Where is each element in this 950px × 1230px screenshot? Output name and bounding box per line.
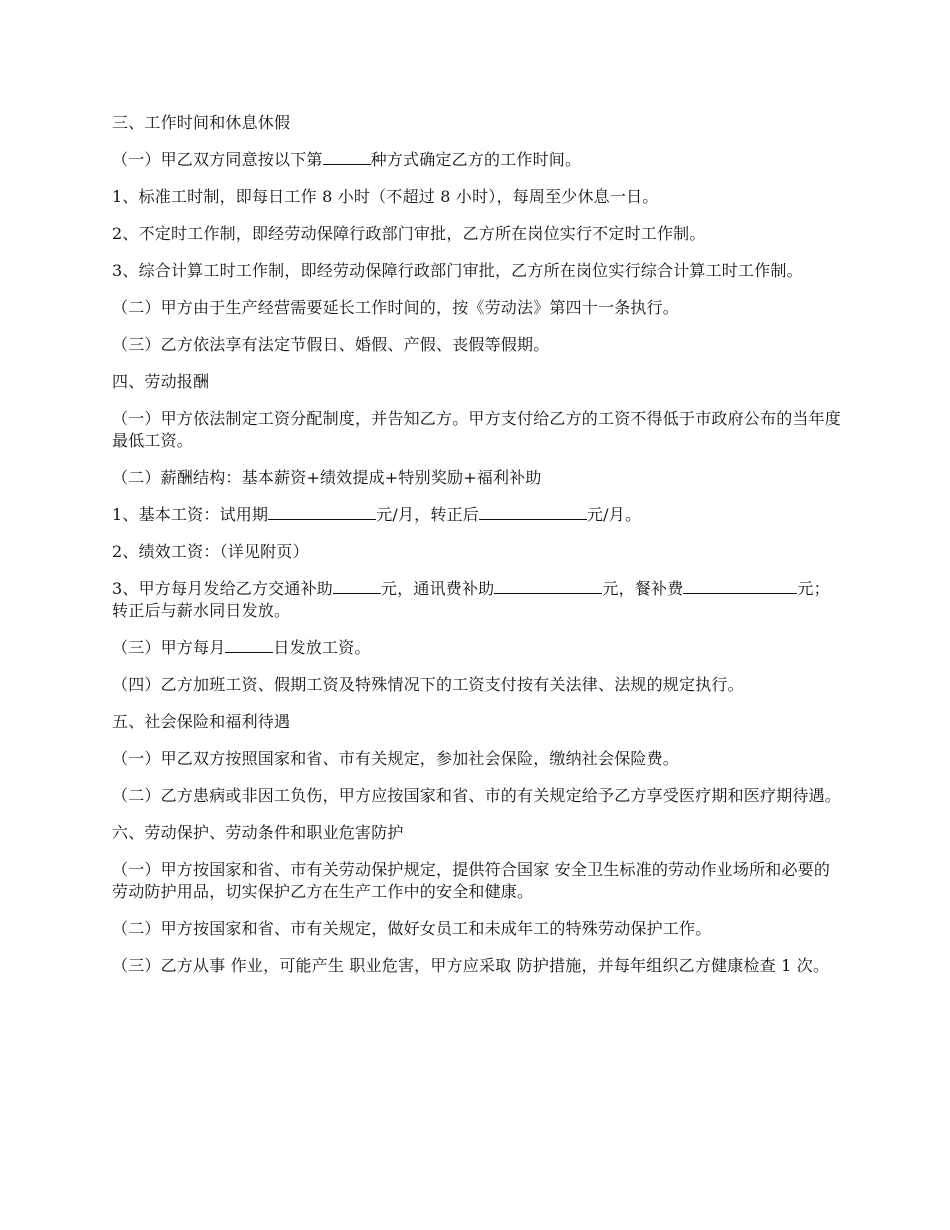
section-3-title: 三、工作时间和休息休假 [112,113,291,132]
section-4-title: 四、劳动报酬 [112,372,210,391]
section-4-item-3: 3、甲方每月发给乙方交通补助 元，通讯费补助 元，餐补费 元；转正后与薪水同日发放。 [112,579,830,620]
section-5-clause-1: （一）甲乙双方按照国家和省、市有关规定，参加社会保险，缴纳社会保险费。 [112,749,680,768]
meal-allowance-blank[interactable] [683,579,769,594]
regular-salary-blank[interactable] [479,505,587,520]
section-4-item-1: 1、基本工资：试用期 元/月，转正后 元/月。 [112,505,642,524]
section-4-clause-1: （一）甲方依法制定工资分配制度，并告知乙方。甲方支付给乙方的工资不得低于市政府公布的当年度最低工资。 [112,409,842,450]
section-6-clause-3: （三）乙方从事 作业，可能产生 职业危害，甲方应采取 防护措施，并每年组织乙方健康检查 1 次。 [112,956,830,975]
phone-allowance-blank[interactable] [494,579,602,594]
section-3-item-1: 1、标准工时制，即每日工作 8 小时（不超过 8 小时），每周至少休息一日。 [112,187,659,206]
payday-blank[interactable] [225,638,273,653]
section-3-clause-3: （三）乙方依法享有法定节假日、婚假、产假、丧假等假期。 [112,335,550,354]
section-4-item-2: 2、绩效工资：（详见附页） [112,542,309,561]
section-5-title: 五、社会保险和福利待遇 [112,712,291,731]
section-4-clause-4: （四）乙方加班工资、假期工资及特殊情况下的工资支付按有关法律、法规的规定执行。 [112,675,744,694]
meal-allowance-blank-cont[interactable] [769,579,797,594]
section-6-clause-1: （一）甲方按国家和省、市有关劳动保护规定，提供符合国家 安全卫生标准的劳动作业场所和必要的劳动防护用品，切实保护乙方在生产工作中的安全和健康。 [112,860,831,901]
section-6-clause-2: （二）甲方按国家和省、市有关规定，做好女员工和未成年工的特殊劳动保护工作。 [112,919,712,938]
section-3-clause-1: （一）甲乙双方同意按以下第 种方式确定乙方的工作时间。 [112,150,582,169]
section-5-clause-2: （二）乙方患病或非因工负伤，甲方应按国家和省、市的有关规定给予乙方享受医疗期和医疗期待遇。 [112,786,842,805]
section-3-item-2: 2、不定时工作制，即经劳动保障行政部门审批，乙方所在岗位实行不定时工作制。 [112,224,706,243]
section-4-clause-3: （三）甲方每月 日发放工资。 [112,638,371,657]
transport-allowance-blank[interactable] [333,579,381,594]
probation-salary-blank[interactable] [268,505,376,520]
document-page [112,112,842,992]
section-3-clause-2: （二）甲方由于生产经营需要延长工作时间的，按《劳动法》第四十一条执行。 [112,298,680,317]
section-4-clause-2: （二）薪酬结构：基本薪资+绩效提成+特别奖励+福利补助 [112,468,542,487]
work-time-option-blank[interactable] [323,150,371,165]
section-3-item-3: 3、综合计算工时工作制，即经劳动保障行政部门审批，乙方所在岗位实行综合计算工时工作制。 [112,261,803,280]
section-6-title: 六、劳动保护、劳动条件和职业危害防护 [112,823,404,842]
